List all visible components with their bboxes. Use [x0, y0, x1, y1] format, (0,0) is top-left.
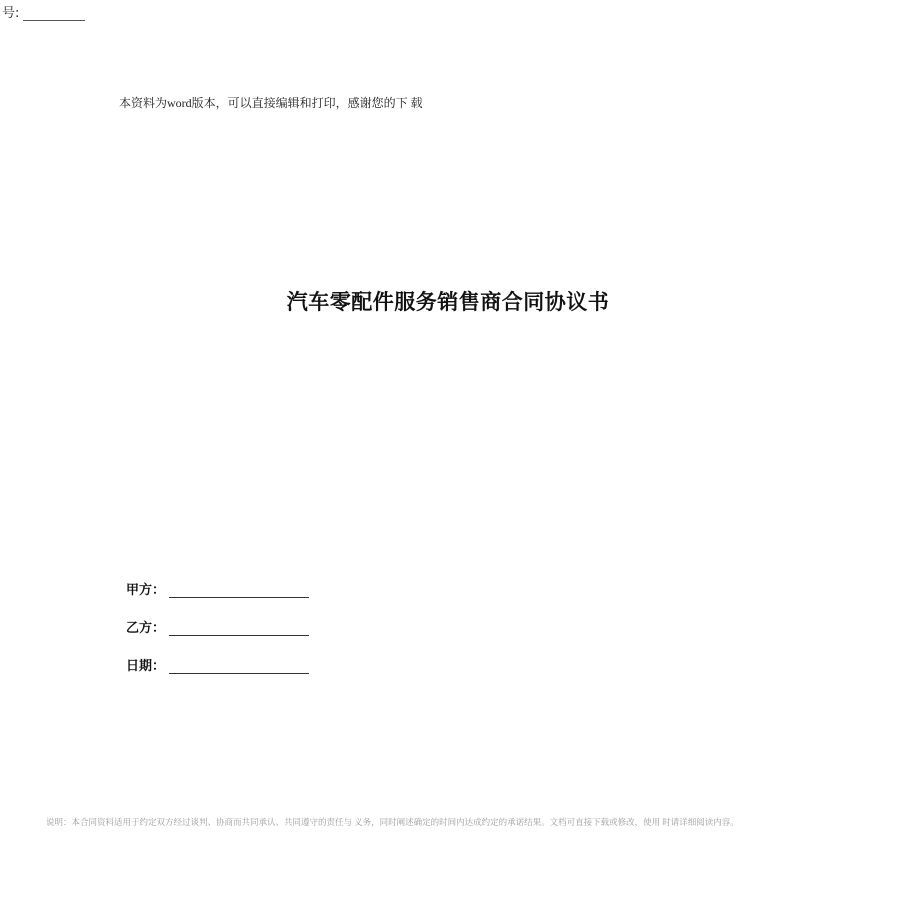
party-b-label: 乙方： — [126, 621, 166, 636]
footer-note: 说明：本合同资料适用于约定双方经过谈判、协商而共同承认、共同遵守的责任与 义务，同时阐述确定的时间内达成约定的承诺结果。文档可直接下载或修改，使用 时请详细阅读内容。 — [46, 817, 739, 827]
document-number-field — [2, 2, 85, 21]
signature-block — [126, 579, 309, 693]
party-a-blank — [169, 583, 309, 598]
date-blank — [169, 659, 309, 674]
document-number-label: 号: — [2, 6, 20, 21]
document-number-blank — [23, 8, 85, 21]
document-title: 汽车零配件服务销售商合同协议书 — [286, 290, 610, 314]
signature-row-party-a — [126, 579, 309, 598]
party-a-label: 甲方： — [126, 583, 166, 598]
signature-row-party-b — [126, 617, 309, 636]
signature-row-date — [126, 655, 309, 674]
party-b-blank — [169, 621, 309, 636]
top-note: 本资料为word版本，可以直接编辑和打印，感谢您的下 载 — [119, 96, 423, 110]
date-label: 日期： — [126, 659, 166, 674]
